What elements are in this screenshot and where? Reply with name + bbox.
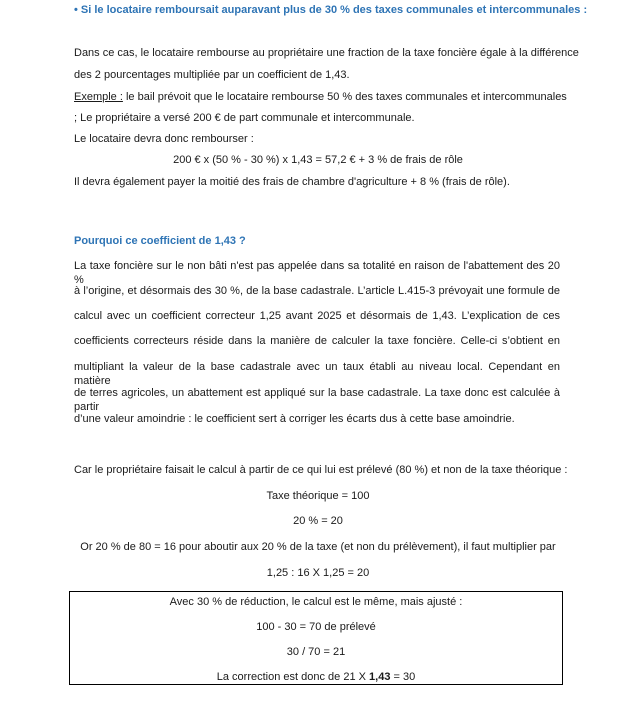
box-line: 100 - 30 = 70 de prélevé — [256, 621, 376, 633]
bullet-icon: • — [74, 4, 78, 16]
calc-line: Or 20 % de 80 = 16 pour aboutir aux 20 % de la taxe (et non du prélèvement), il faut multiplier par — [80, 541, 556, 553]
paragraph-line: coefficients correcteurs réside dans la manière de calculer la taxe foncière. Celle-ci s’obtient en — [74, 335, 560, 347]
calc-line: 1,25 : 16 X 1,25 = 20 — [266, 567, 370, 579]
calc-line: 20 % = 20 — [293, 515, 343, 527]
paragraph-line: Il devra également payer la moitié des frais de chambre d'agriculture + 8 % (frais de rôle). — [74, 176, 510, 188]
paragraph-line: multipliant la valeur de la base cadastrale avec un taux établi au niveau local. Cependant en matière — [74, 361, 560, 387]
paragraph-line: Car le propriétaire faisait le calcul à partir de ce qui lui est prélevé (80 %) et non de la taxe théorique : — [74, 464, 568, 476]
paragraph-line: de terres agricoles, un abattement est appliqué sur la base cadastrale. La taxe donc est calculée à partir — [74, 387, 560, 413]
coefficient-value: 1,43 — [369, 671, 391, 683]
paragraph-line: ; Le propriétaire a versé 200 € de part communale et intercommunale. — [74, 112, 415, 124]
section2-heading: Pourquoi ce coefficient de 1,43 ? — [74, 235, 246, 247]
formula: 200 € x (50 % - 30 %) x 1,43 = 57,2 € + 3 % de frais de rôle — [173, 154, 463, 166]
calculation-box — [69, 591, 563, 685]
box-line-correction: La correction est donc de 21 X 1,43 = 30 — [216, 671, 416, 683]
box-line: Avec 30 % de réduction, le calcul est le même, mais ajusté : — [169, 596, 463, 608]
calc-line: Taxe théorique = 100 — [266, 490, 370, 502]
paragraph-line: des 2 pourcentages multipliée par un coefficient de 1,43. — [74, 69, 350, 81]
section1-heading: • Si le locataire remboursait auparavant plus de 30 % des taxes communales et intercommunales : — [74, 4, 588, 16]
example-line: Exemple : le bail prévoit que le locataire rembourse 50 % des taxes communales et intercommunales — [74, 91, 567, 103]
paragraph-line: d’une valeur amoindrie : le coefficient sert à corriger les écarts dus à cette base amoindrie. — [74, 413, 515, 425]
paragraph-line: La taxe foncière sur le non bâti n'est pas appelée dans sa totalité en raison de l'abattement des 20 % — [74, 260, 560, 286]
paragraph-line: à l’origine, et désormais des 30 %, de la base cadastrale. L’article L.415-3 prévoyait une formule de — [74, 285, 560, 297]
paragraph-line: calcul avec un coefficient correcteur 1,25 avant 2025 et désormais de 1,43. L’explication de ces — [74, 310, 560, 322]
paragraph-line: Dans ce cas, le locataire rembourse au propriétaire une fraction de la taxe foncière égale à la différence — [74, 47, 579, 59]
paragraph-line: Le locataire devra donc rembourser : — [74, 133, 254, 145]
example-label: Exemple : — [74, 91, 123, 103]
box-line: 30 / 70 = 21 — [286, 646, 346, 658]
